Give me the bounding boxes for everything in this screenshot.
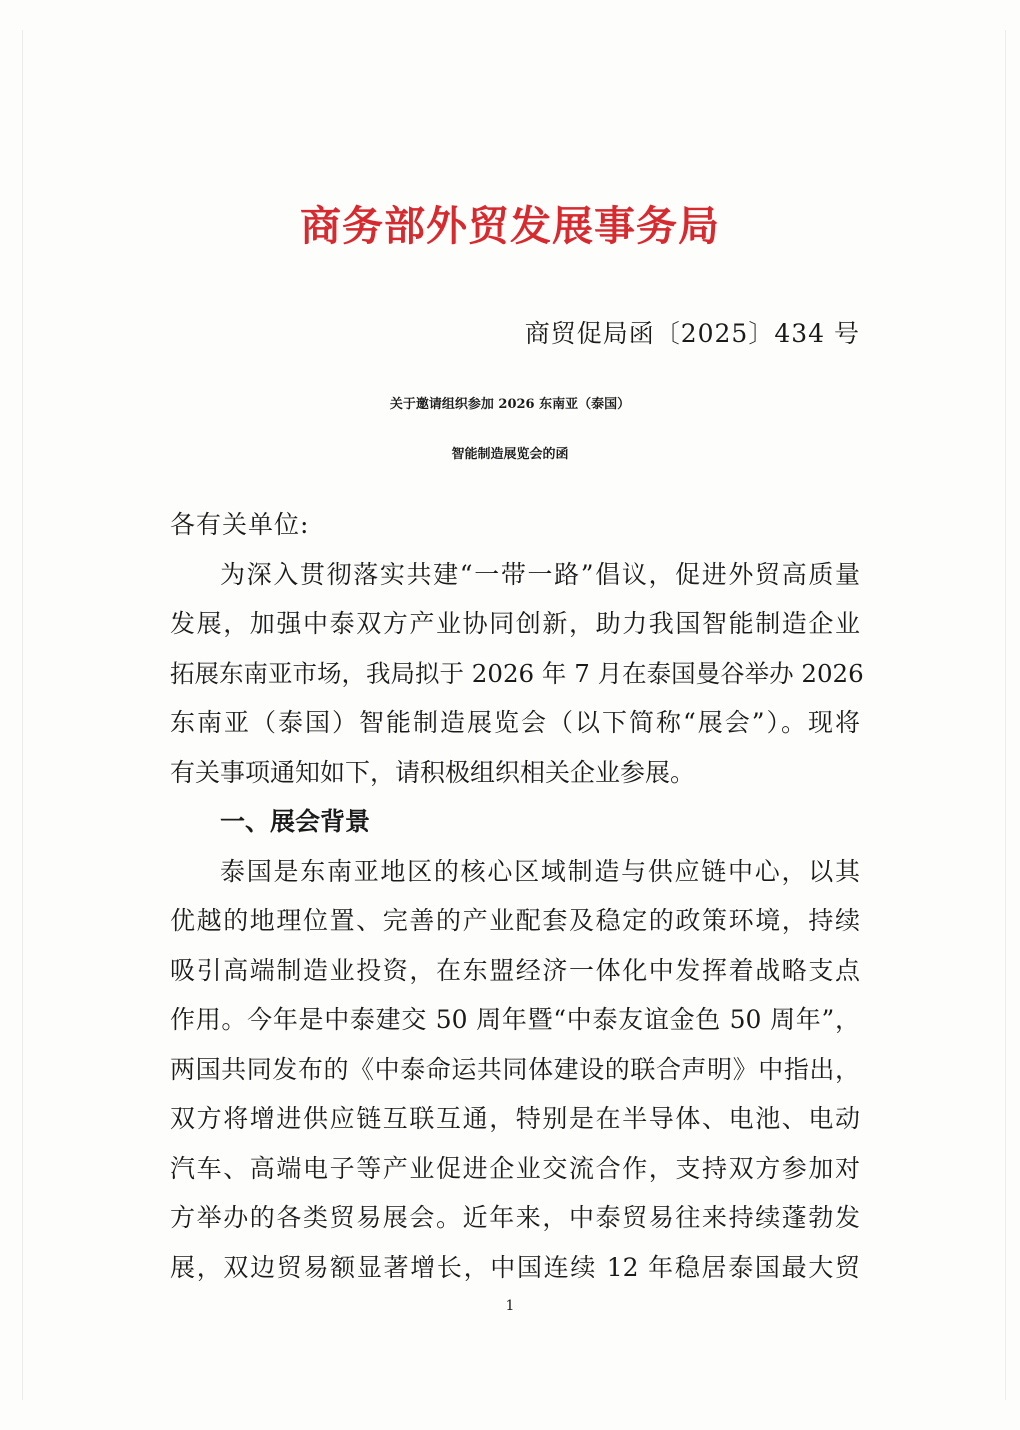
paragraph-1 — [170, 550, 864, 798]
paragraph-line: 泰国是东南亚地区的核心区域制造与供应链中心，以其 — [220, 856, 860, 886]
salutation: 各有关单位: — [170, 510, 310, 539]
paragraph-line: 作用。今年是中泰建交 50 周年暨“中泰友谊金色 50 周年”， — [170, 1005, 860, 1034]
paragraph-line: 吸引高端制造业投资，在东盟经济一体化中发挥着战略支点 — [170, 955, 860, 985]
paragraph-line: 为深入贯彻落实共建“一带一路”倡议，促进外贸高质量 — [220, 559, 860, 589]
document-number: 商贸促局函〔2025〕434 号 — [524, 319, 860, 348]
document-body — [170, 500, 864, 1292]
page-number: 1 — [505, 1298, 515, 1314]
title-line-1: 关于邀请组织参加 2026 东南亚（泰国） — [389, 397, 631, 412]
paragraph-line: 拓展东南亚市场，我局拟于 2026 年 7 月在泰国曼谷举办 2026 — [170, 658, 864, 688]
title-line-2: 智能制造展览会的函 — [451, 447, 569, 462]
document-title — [0, 380, 1020, 480]
section-heading: 一、展会背景 — [220, 807, 371, 836]
paragraph-line: 优越的地理位置、完善的产业配套及稳定的政策环境，持续 — [170, 906, 860, 935]
paragraph-line: 双方将增进供应链互联互通，特别是在半导体、电池、电动 — [170, 1104, 860, 1133]
paragraph-line: 展，双边贸易额显著增长，中国连续 12 年稳居泰国最大贸 — [170, 1252, 860, 1282]
paragraph-line: 有关事项通知如下，请积极组织相关企业参展。 — [170, 757, 696, 787]
paragraph-2 — [170, 847, 860, 1293]
issuing-organization-masthead: 商务部外贸发展事务局 — [300, 202, 720, 250]
paragraph-line: 发展，加强中泰双方产业协同创新，助力我国智能制造企业 — [170, 609, 860, 638]
paragraph-line: 汽车、高端电子等产业促进企业交流合作，支持双方参加对 — [170, 1153, 860, 1183]
paragraph-line: 东南亚（泰国）智能制造展览会（以下简称“展会”）。现将 — [170, 708, 860, 737]
paragraph-line: 两国共同发布的《中泰命运共同体建设的联合声明》中指出， — [170, 1054, 860, 1084]
paragraph-line: 方举办的各类贸易展会。近年来，中泰贸易往来持续蓬勃发 — [170, 1203, 860, 1232]
